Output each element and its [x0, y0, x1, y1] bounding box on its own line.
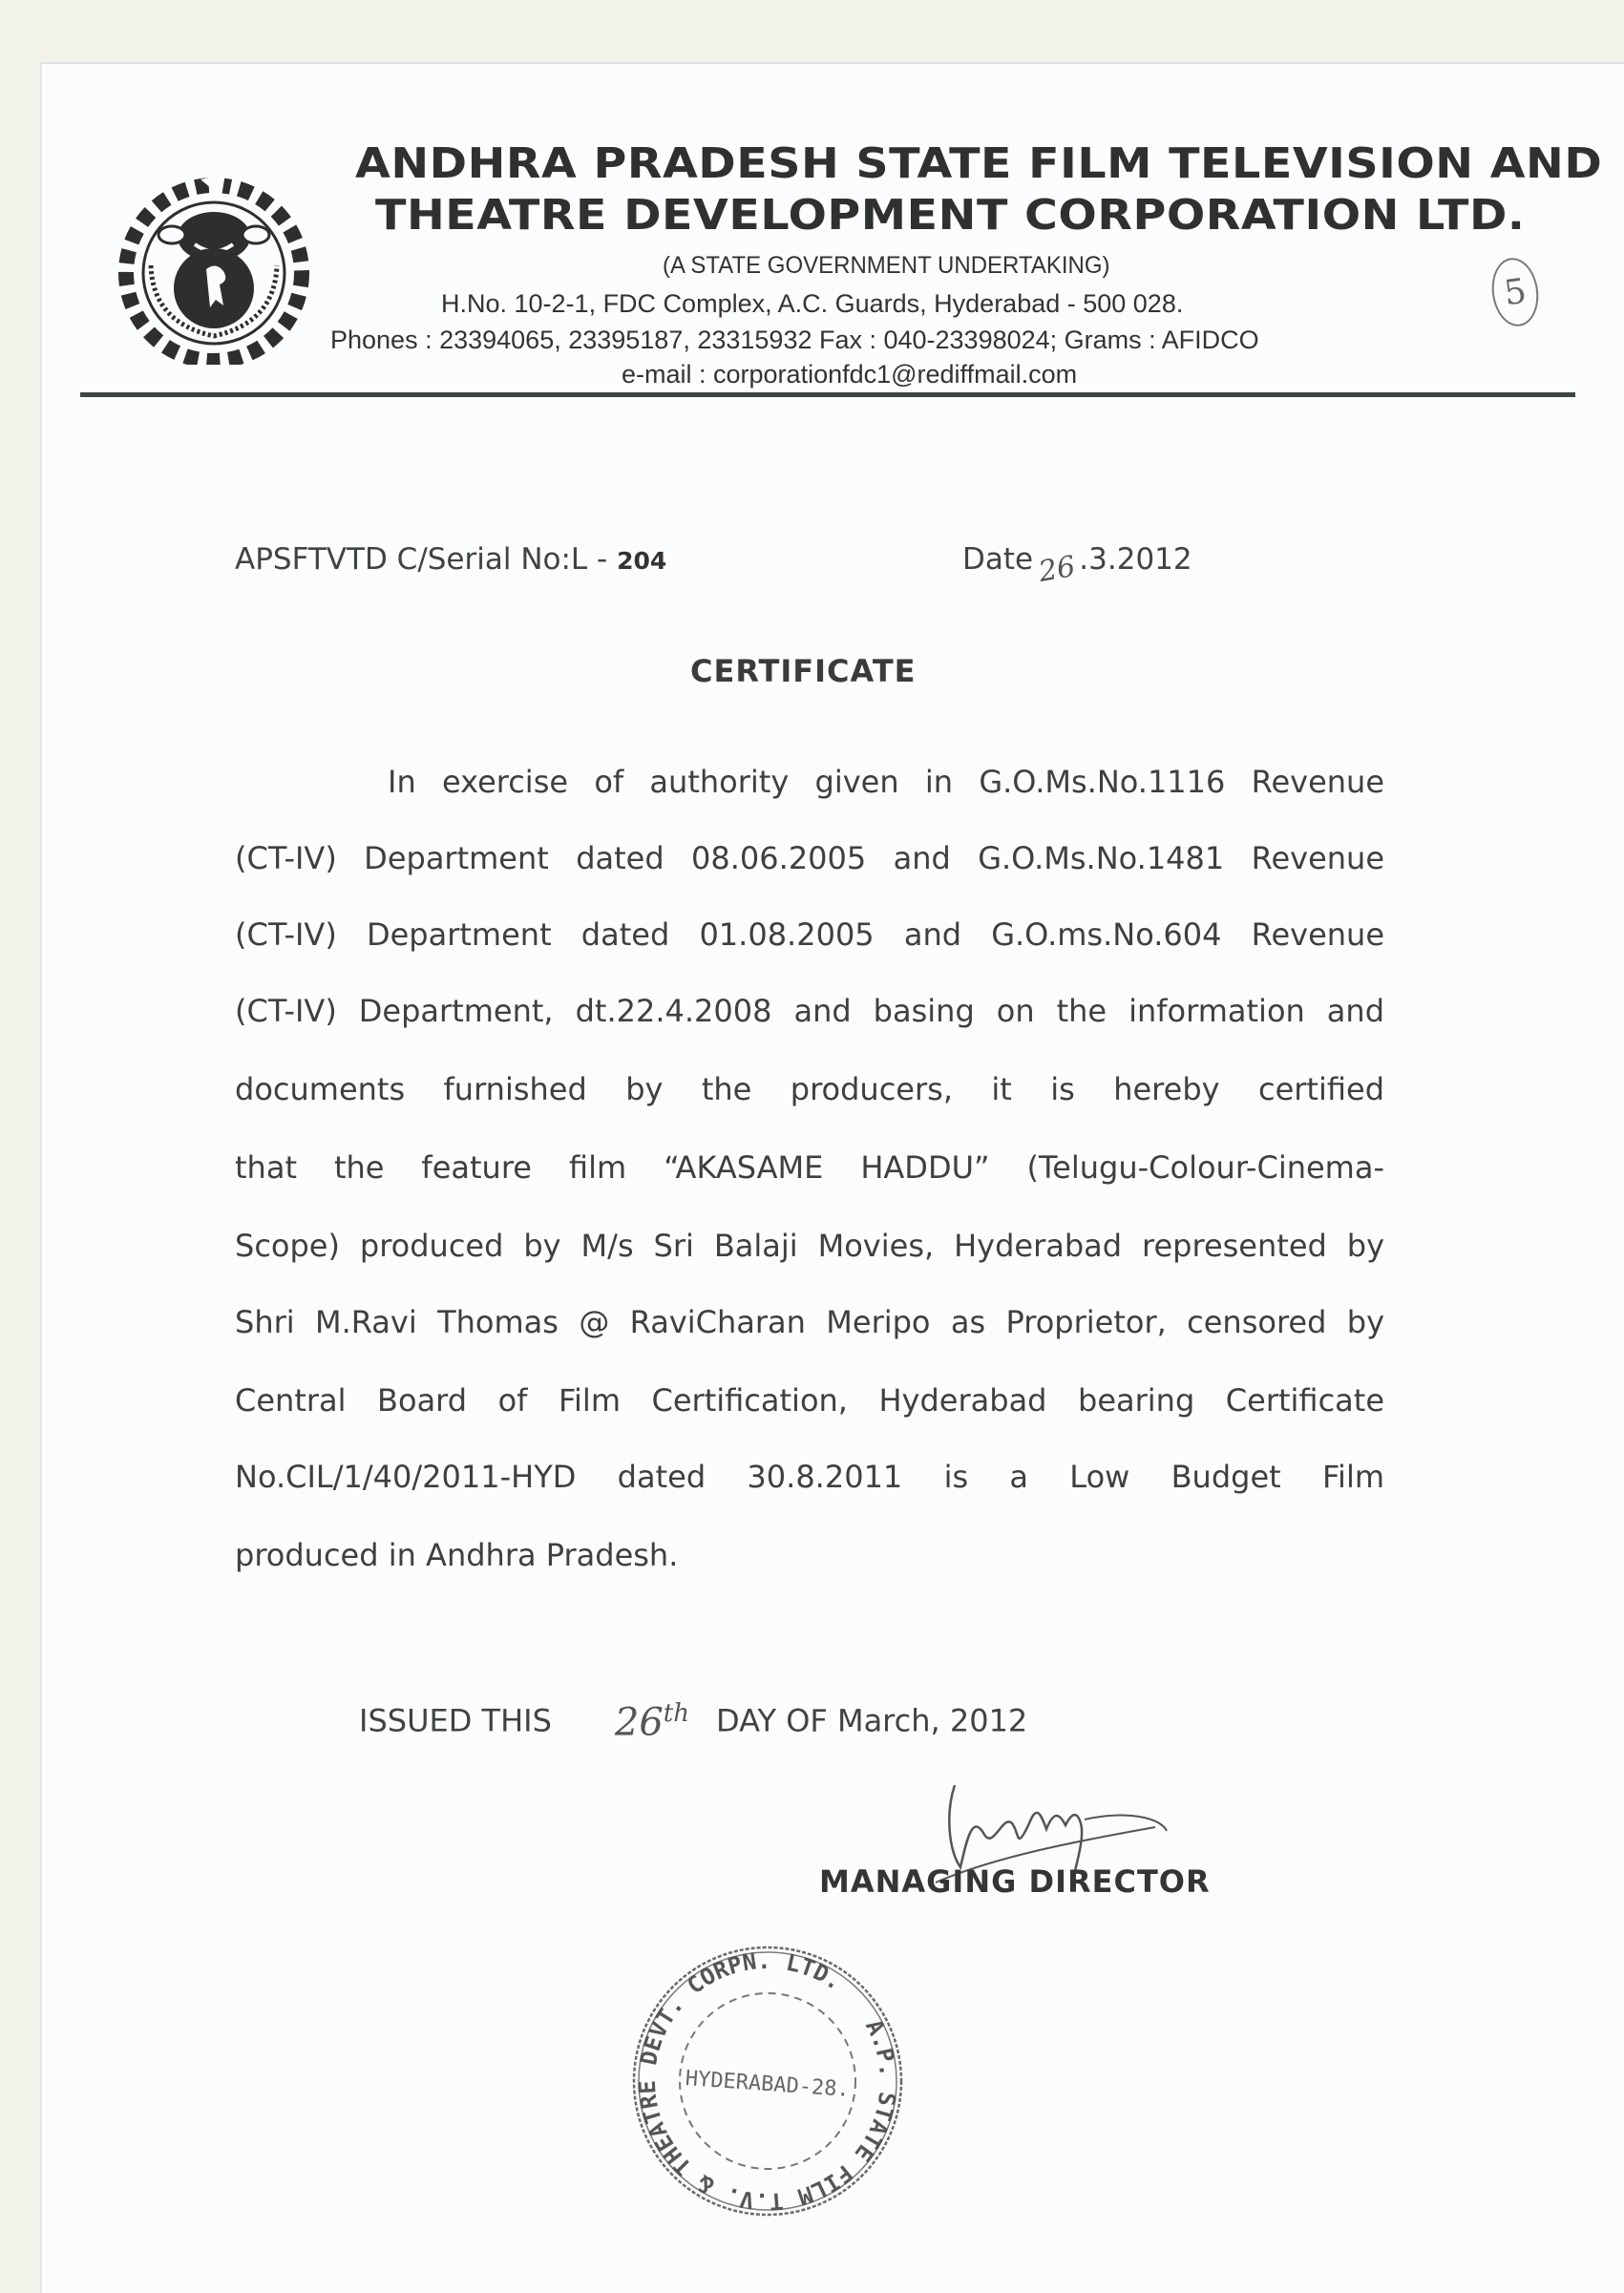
- body-line: Scope) produced by M/s Sri Balaji Movies, Hyderabad represented by: [235, 1228, 1384, 1264]
- body-line: In exercise of authority given in G.O.Ms.No.1116 Revenue: [388, 764, 1384, 800]
- seal-center-text: HYDERABAD-28.: [684, 2067, 851, 2102]
- issue-day-suffix: th: [663, 1699, 689, 1728]
- body-line: produced in Andhra Pradesh.: [235, 1537, 679, 1573]
- serial-reference: [235, 542, 666, 577]
- circled-page-number: 5: [1487, 255, 1543, 329]
- serial-prefix: APSFTVTD C/Serial No:L -: [235, 542, 618, 577]
- body-line: No.CIL/1/40/2011-HYD dated 30.8.2011 is a Low Budget Film: [235, 1459, 1384, 1495]
- letterhead-divider: [80, 392, 1575, 397]
- organization-contact-numbers: Phones : 23394065, 23395187, 23315932 Fax : 040-23398024; Grams : AFIDCO: [330, 326, 1259, 354]
- issued-statement: [359, 1695, 1028, 1745]
- date-suffix: .3.2012: [1079, 542, 1192, 577]
- organization-name-line-2: THEATRE DEVELOPMENT CORPORATION LTD.: [375, 191, 1526, 240]
- date-label: Date: [962, 542, 1034, 577]
- body-line: (CT-IV) Department, dt.22.4.2008 and basing on the information and: [235, 993, 1384, 1029]
- issued-suffix: DAY OF March, 2012: [715, 1702, 1028, 1739]
- organization-name-line-1: ANDHRA PRADESH STATE FILM TELEVISION AND: [355, 139, 1603, 188]
- body-line: Shri M.Ravi Thomas @ RaviCharan Meripo as Proprietor, censored by: [235, 1304, 1384, 1340]
- body-line: documents furnished by the producers, it is hereby certified: [235, 1071, 1384, 1107]
- organization-address: H.No. 10-2-1, FDC Complex, A.C. Guards, Hyderabad - 500 028.: [441, 289, 1184, 318]
- corporation-emblem-icon: [113, 170, 315, 365]
- signatory-designation: MANAGING DIRECTOR: [819, 1863, 1211, 1900]
- issue-date: [962, 542, 1192, 590]
- organization-email: e-mail : corporationfdc1@rediffmail.com: [622, 360, 1078, 389]
- handwritten-issue-day: [615, 1699, 689, 1744]
- issued-prefix: ISSUED THIS: [359, 1702, 552, 1739]
- certificate-title: CERTIFICATE: [690, 653, 917, 689]
- body-line: Central Board of Film Certification, Hyderabad bearing Certificate: [235, 1382, 1384, 1419]
- issue-day-number: 26: [614, 1700, 664, 1745]
- body-line: that the feature film “AKASAME HADDU” (Telugu-Colour-Cinema-: [235, 1149, 1384, 1186]
- official-seal-icon: [624, 1938, 911, 2224]
- body-line: (CT-IV) Department dated 08.06.2005 and G.O.Ms.No.1481 Revenue: [235, 840, 1384, 876]
- seal-outer-text: A.P. STATE FILM T.V. & THEATRE DEVT. CORPN. LTD.: [633, 1946, 902, 2216]
- handwritten-date-day: 26: [1036, 549, 1079, 590]
- serial-number: 204: [617, 547, 667, 575]
- undertaking-subtitle: (A STATE GOVERNMENT UNDERTAKING): [663, 252, 1110, 279]
- body-line: (CT-IV) Department dated 01.08.2005 and G.O.ms.No.604 Revenue: [235, 916, 1384, 953]
